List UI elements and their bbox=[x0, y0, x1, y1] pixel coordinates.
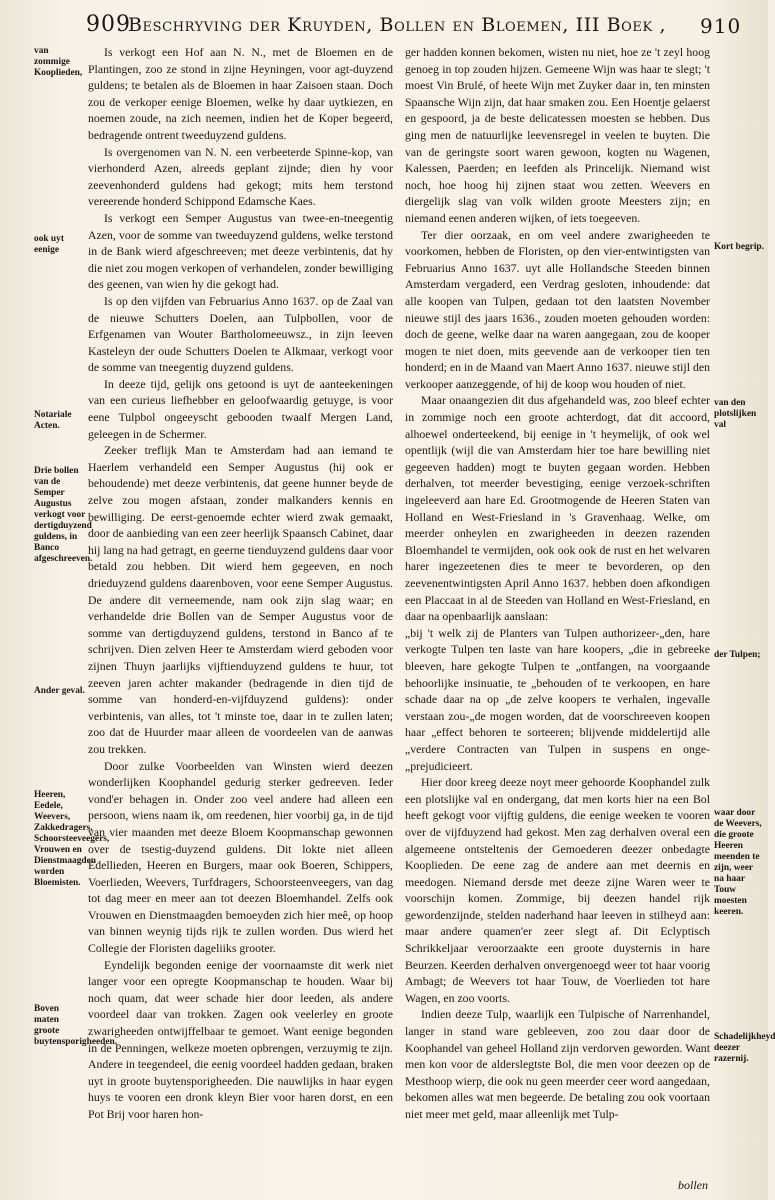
paragraph: Ter dier oorzaak, en om veel andere zwarigheeden te voorkomen, hebben de Floristen, op den vier-entwintigsten van Februarius Anno 1637. uyt alle Hollandsche Steeden binnen Amsterdam vergaderd, een Verdrag gesloten, inhoudende: dat alle koopen van Tulpen, gedaan tot den laatsten November nieuwe stijl des jaars 1636., zouden moeten gehouden worden: doch de geene, welke daar na waren aangegaan, zou de kooper mogen te niet doen, mits geevende aan de verkooper tien ten honderd; en in de Maand van Maert Anno 1637. nieuwe stijl den verkooper aanzeggende, of hij de koop wou houden of niet. bbox=[405, 227, 710, 391]
margin-note: Kort begrip. bbox=[714, 242, 764, 252]
paragraph: Is overgenomen van N. N. een verbeeterde Spinne-kop, van vierhonderd Azen, alreeds geplant zijnde; dien hy voor zeevenhonderd guldens had gekogt; mits hem terstond vereerende honderd Schippond Edamsche Kaes. bbox=[88, 144, 393, 209]
margin-note: Drie bollen van de Semper Augustus verkogt voor dertigduyzend guldens, in Banco afgeschreeven. bbox=[34, 466, 93, 564]
right-text-column bbox=[405, 44, 710, 1123]
paragraph: Zeeker treflijk Man te Amsterdam had aan iemand te Haerlem verhandeld een Semper Augustus (hij ook er behoudende) met deeze verbintenis, dat geene hunner beyde de zelve zou mogen afstaan, zonder malkanders kennis en bewilliging. De eerst-genoemde echter wierd zwak gemaakt, door de aanbieding van een zeer heerlijk Spaansch Cabinet, daar hij lang na had getragt, en geerne tienduyzend guldens daar voor betald zou hebben. Dit wierd hem gegeeven, en noch drieduyzend guldens daarenboven, voor eene Semper Augustus. De andere dit verneemende, nam ook zijn slag waar; en verhandelde drie Bollen van de Semper Augustus voor de somme van dertigduyzend guldens, terstond in Banco af te schrijven. Dien zelven Heer te Amsterdam wierd geboden voor zijnen Thuyn jaarlijks vijftienduyzend guldens te huur, tot zeeven jaren achter makander (bedragende in dien tijd de somme van honderd-en-vijfduyzend guldens): onder verbintenis, van alles, tot 't minste toe, daar in te zullen laten; zoo dat de Huurder maar alleen de voordeelen van de aanwas zou trekken. bbox=[88, 443, 393, 756]
catchword: bollen bbox=[678, 1178, 708, 1192]
paragraph: Is verkogt een Semper Augustus van twee-en-tneegentig Azen, voor de somme van tweeduyzend guldens, welke terstond in de Bank wierd afgeschreeven; met deeze verbintenis, dat hy die niet zou mogen verkopen of verhandelen, zonder bewilliging des geenen, van wien hy die gekogt had. bbox=[88, 210, 393, 292]
paragraph: In deeze tijd, gelijk ons getoond is uyt de aanteekeningen van een curieus liefhebber en geloofwaardig getuyge, is voor eene Tulpbol ongeeyscht gebooden twaalf Mergen Land, geleegen in de Schermer. bbox=[88, 376, 393, 441]
margin-note: Ander geval. bbox=[34, 686, 85, 696]
paragraph: Is op den vijfden van Februarius Anno 1637. op de Zaal van de nieuwe Schutters Doelen, aan Tulpbollen, voor de Erfgenamen van Wouter Bartholomeeuwsz., in zijn leeven Kasteleyn der oude Schutters Doelen te Alkmaar, verkogt voor de somme van tneegentig duyzend guldens. bbox=[88, 293, 393, 375]
margin-note: van den plotslijken val bbox=[714, 398, 757, 430]
paragraph: Is verkogt een Hof aan N. N., met de Bloemen en de Plantingen, zoo ze stond in zijne Heyningen, voor agt-duyzend guldens; te betalen als de Bloemen in haar Zaisoen staan. Doch zou de verkoper eenige Bloemen, welke hy daar uytkiezen, en noemen zoude, na zich neemen, indien het de Koper begeerd, bedragende ontrent tweeduyzend guldens. bbox=[88, 45, 393, 142]
page-header bbox=[0, 8, 768, 42]
margin-note: Notariale Acten. bbox=[34, 410, 72, 431]
margin-note: Boven maten groote buytensporigheeden. bbox=[34, 1004, 118, 1047]
paragraph: Indien deeze Tulp, waarlijk een Tulpische of Narrenhandel, langer in stand ware gebleeven, zoo zou daar door de Koophandel van geheel Holland zijn verdorven geworden. Want men kon voor de alderslegtste Bol, die men voor deezen op de Mesthoop wierp, die ook nu geen meerder ceer word aangedaan, bekomen alles wat men begeerde. De betaling zou ook voortaan niet meer met geld, maar alleenlijk met Tulp- bbox=[405, 1007, 710, 1121]
paragraph: Hier door kreeg deeze noyt meer gehoorde Koophandel zulk een plotslijke val en ondergang, dat men korts hier na een Bol heeft gekogt voor vijftig guldens, die eenige weeken te vooren over de vijfduyzend had gekost. Men zag derhalven overal een algemeene ontsteltenis der Gemoederen deezer onbedagte Kooplieden. De eene zag de andere aan met deernis en meedogen. Niemand dersde met deeze zijne Waren weer te voorschijn komen. Zommige, bij deezen handel rijk gewordenzijnde, stelden naderhand haar leeven in stilheyd aan: maar andere quamen'er zeer slegt af. Dit Eclyptisch Schrikkeljaar veroorzaakte een groote duysternis in hare Beurzen. Keerden derhalven onvergenoegd weer tot haar voorig Ambagt; de Weevers tot haar Touw, de Voerlieden tot hare Wagen, en zoo voorts. bbox=[405, 775, 710, 1005]
page-number-left: 909 bbox=[86, 12, 131, 37]
margin-note: ook uyt eenige bbox=[34, 234, 64, 255]
left-text-column bbox=[88, 44, 393, 1123]
paragraph: ger hadden konnen bekomen, wisten nu niet, hoe ze 't zeyl hoog genoeg in top zouden hijzen. Gemeene Wijn was haar te slegt; 't moest Vin Brulé, of heete Wijn met Zuyker daar in, ten minsten Spaansche Wijn zijn, dat haar smaken zou. Een Hoentje gelaerst en gespoord, ja de beste delicatessen moesten se hebben. Dus ging men de natuurlijke leevensregel in veelen te buyten. Die van de geringste soort waren gewoon, kogten nu Wagenen, Kalessen, Paerden; en leefden als Princelijk. Niemand wist noch, hoe hoog hij zijnen staat wou zetten. Weevers en diergelijk slag van volk wilden groote Meesters zijn; en niemand eenen anderen wijken, of iets toegeeven. bbox=[405, 45, 710, 225]
placard-quote: „bij 't welk zij de Planters van Tulpen authorizeer-„den, hare verkogte Tulpen ten laste van hare koopers, „die in gebreeke bleeven, hare gekogte Tulpen te „ontfangen, na voorgaande behoorlijke insinuatie, te „behouden of te verkoopen, en hare schade daar na op „de zelve koopers te verhalen, ingevalle verstaan zou-„de mogen worden, dat de voorschreeven koopen haar „effect behoren te sorteeren; blijvende middelertijd alle „verdere Contracten van Tulpen in suspens en onge-„prejudicieert. bbox=[405, 625, 710, 773]
paragraph: Door zulke Voorbeelden van Winsten wierd deezen wonderlijken Koophandel gedurig sterker gedreeven. Ieder vond'er behagen in. Onder zoo veel andere had alleen een persoon, wiens naam ik, om reedenen, hier voorbij ga, in de tijd van vier maanden met deeze Bloem Koopmanschap gewonnen over de tsestig-duyzend guldens. Dit lokte niet alleen Edellieden, Heeren en Burgers, maar ook Boeren, Schippers, Voerlieden, Weevers, Turfdragers, Schoorsteenveegers, van dag tot dag meer en meer aan tot deezen Bloemhandel. Zelfs ook Vrouwen en Dienstmaagden bemoeyden zich hier meê, op hoop van binnen weynig tijds rijk te zullen worden. Dus wierd het Collegie der Floristen dageliiks grooter. bbox=[88, 758, 393, 956]
paragraph: Eyndelijk begonden eenige der voornaamste dit werk niet langer voor een opregte Koopmanschap te houden. Waar bij noch quam, dat weer schade hier door leeden, als andere voordeel daar van trokken. Zagen ook veelerley en groote zwarigheeden ontwijffelbaar te gemoet. Want eenige begonden in de Penningen, welkeze moeten opbrengen, verzuymig te zijn. Andere in teegendeel, die eenig voordeel hadden gedaan, braken uyt in groote buytensporigheeden. Die nauwlijks in haar eygen huys te vooren een dronk kleyn Bier voor haren dorst, en een Pot Brij voor haren hon- bbox=[88, 957, 393, 1121]
margin-note: van zommige Kooplieden, bbox=[34, 46, 83, 78]
page-number-right: 910 bbox=[700, 14, 742, 38]
running-title: Beschryving der Kruyden, Bollen en Bloemen, III Boek , bbox=[128, 14, 667, 36]
margin-note: waar door de Weevers, die groote Heeren meenden te zijn, weer na haar Touw moesten keeren. bbox=[714, 808, 762, 917]
margin-note: Schadelijkheyd deezer razernij. bbox=[714, 1032, 775, 1064]
margin-note: der Tulpen; bbox=[714, 650, 761, 660]
margin-note: Heeren, Eedele, Weevers, Zakkedragers, Schoorsteeveegers, Vrouwen en Dienstmaagden worden Bloemisten. bbox=[34, 790, 110, 888]
paragraph: Maar onaangezien dit dus afgehandeld was, zoo bleef echter in zommige noch een groote achterdogt, dat dit accoord, alhoewel onderteekend, bij eenige in 't heymelijk, of ook wel opentlijk (wijl die van Amsterdam hier toe hare bewilling niet gegeeven hadden) mogt te buyten gegaan worden. Hebben derhalven, tot meerder bevestiging, eenige verzoek-schriften ingeleeverd aan hare Ed. Grootmogende de Heeren Staten van Holland en West-Friesland in 's Gravenhaag. Welke, om meerder onheylen en zwarigheeden in deezen razenden Bloemhandel te vermijden, ook ook ook de rust en het welvaren harer ingezeetenen dies te meer te bevorderen, op den zeevenentwintigsten April Anno 1637. hebben doen afkondigen een Placcaat in al de Steeden van Holland en West-Friesland, en daar na openbaarlijk aanslaan: bbox=[405, 393, 710, 624]
